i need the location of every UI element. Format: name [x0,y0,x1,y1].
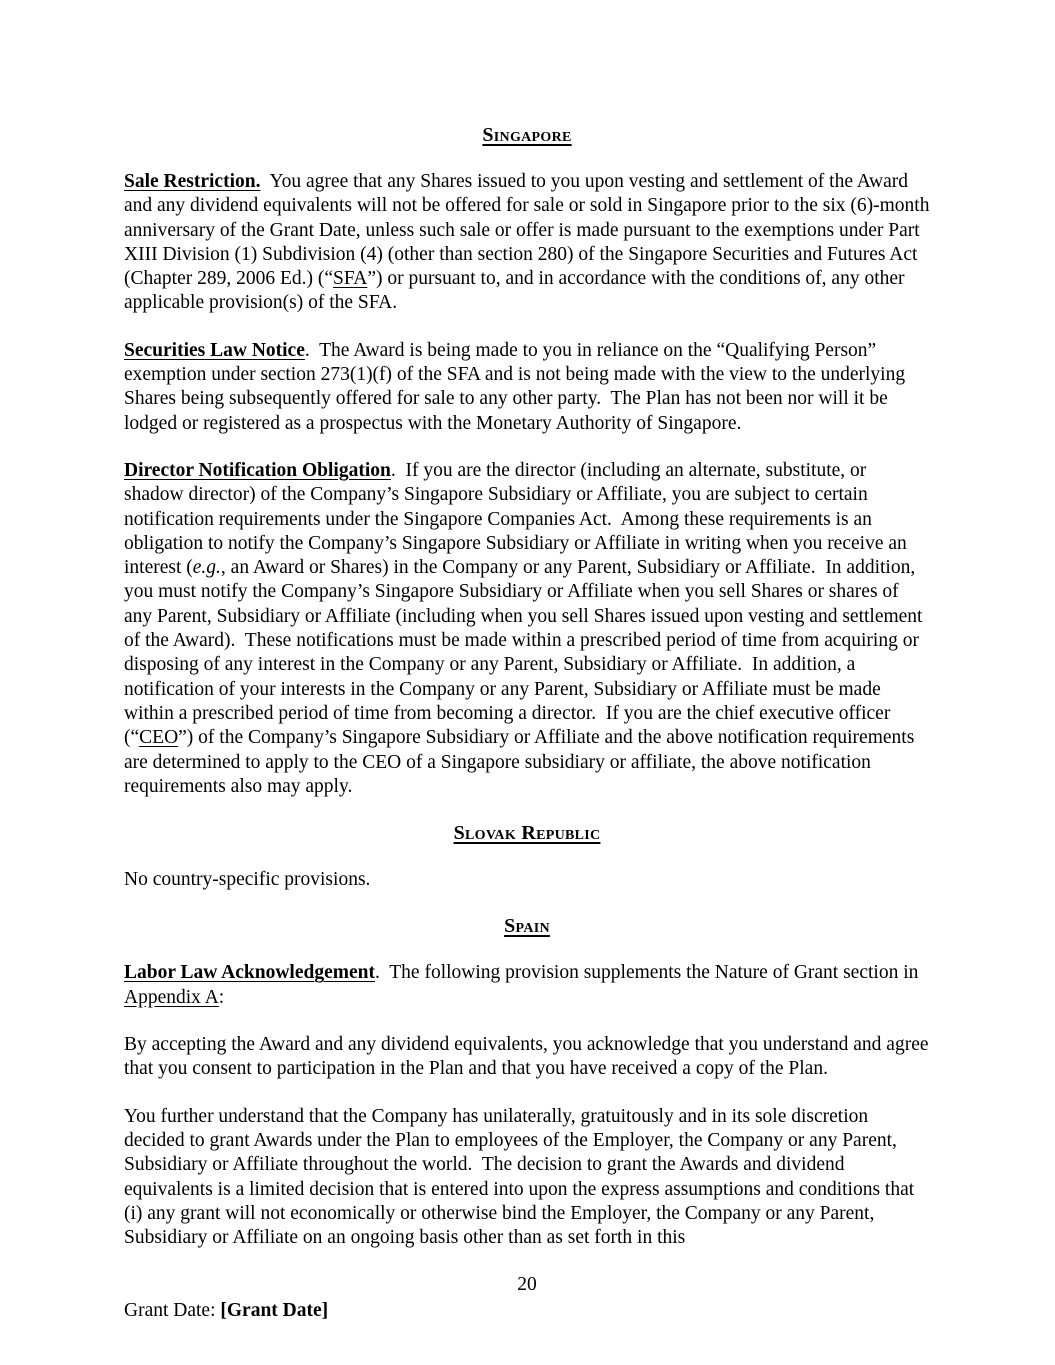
page-number: 20 [517,1274,537,1296]
section-heading-text: Singapore [482,124,572,146]
paragraph [124,1033,934,1082]
text-run: ”) or pursuant to, and in accordance with the conditions of, any other applicable provision(s) of the SFA. [124,268,910,314]
text-run: You agree that any Shares issued to you upon vesting and settlement of the Award and any dividend equivalents will not be offered for sale or sold in Singapore prior to the six (6)-month anniversary of the Grant Date, unless such sale or offer is made pursuant to the exemptions under Part XIII Division (1) Subdivision (4) (other than section 280) of the Singapore Securities and Futures Act (Chapter 289, 2006 Ed.) (“ [124,171,935,290]
section-heading-text: Spain [504,915,550,938]
paragraph [124,868,930,892]
text-run: , an Award or Shares) in the Company or any Parent, Subsidiary or Affiliate. In addition, you must notify the Company’s Singapore Subsidiary or Affiliate when you sell Shares or shares of any Parent, Subsidiary or Affiliate (including when you sell Shares issued upon vesting and settlement of the Award). These notifications must be made within a prescribed period of time from acquiring or disposing of any interest in the Company or any Parent, Subsidiary or Affiliate. In addition, a notification of your interests in the Company or any Parent, Subsidiary or Affiliate must be made within a prescribed period of time from becoming a director. If you are the chief executive officer (“ [124,557,928,749]
paragraph [124,170,935,316]
text-run: Director Notification Obligation [124,459,391,481]
paragraph [124,459,930,799]
text-run: SFA [333,268,368,290]
section-heading-text: Slovak Republic [453,822,601,845]
text-run: You further understand that the Company has unilaterally, gratuitously and in its sole discretion decided to grant Awards under the Plan to employees of the Employer, the Company or any Parent, Subsidiary or Affiliate throughout the world. The decision to grant the Awards and dividend equivalents is a limited decision that is entered into upon the express assumptions and conditions that (i) any grant will not economically or otherwise bind the Employer, the Company or any Parent, Subsidiary or Affiliate on an ongoing basis other than as set forth in this [124,1105,920,1249]
section-heading [124,822,930,845]
text-run: Securities Law Notice [124,339,305,361]
text-run: e.g. [192,557,221,579]
text-run: CEO [139,727,179,749]
text-run: Labor Law Acknowledgement [124,962,375,984]
text-run: Appendix A [124,986,219,1008]
text-run: . The following provision supplements the Nature of Grant section in [375,962,923,984]
paragraph [124,1105,930,1251]
paragraph [124,339,930,436]
document-body [124,124,935,1250]
text-run: : [218,986,225,1008]
text-run: No country-specific provisions. [124,869,371,891]
text-run: Sale Restriction. [124,171,261,192]
grant-date-label: Grant Date: [124,1299,221,1321]
section-heading [124,915,930,938]
text-run: . The Award is being made to you in reliance on the “Qualifying Person” exemption under section 273(1)(f) of the SFA and is not being made with the view to the underlying Shares being subsequently offered for sale to any other party. The Plan has not been nor will it be lodged or registered as a prospectus with the Monetary Authority of Singapore. [124,339,910,434]
text-run: By accepting the Award and any dividend equivalents, you acknowledge that you understand and agree that you consent to participation in the Plan and that you have received a copy of the Plan. [124,1034,934,1080]
section-heading [124,124,930,147]
text-run: ”) of the Company’s Singapore Subsidiary or Affiliate and the above notification requirements are determined to apply to the CEO of a Singapore subsidiary or affiliate, the above notification requirements also may apply. [124,727,920,797]
grant-date-value: [Grant Date] [220,1299,329,1321]
paragraph [124,961,930,1010]
text-run: . If you are the director (including an alternate, substitute, or shadow director) of the Company’s Singapore Subsidiary or Affiliate, you are subject to certain notification requirements under the Singapore Companies Act. Among these requirements is an obligation to notify the Company’s Singapore Subsidiary or Affiliate in writing when you receive an interest ( [124,459,912,579]
grant-date-line [124,1299,930,1323]
